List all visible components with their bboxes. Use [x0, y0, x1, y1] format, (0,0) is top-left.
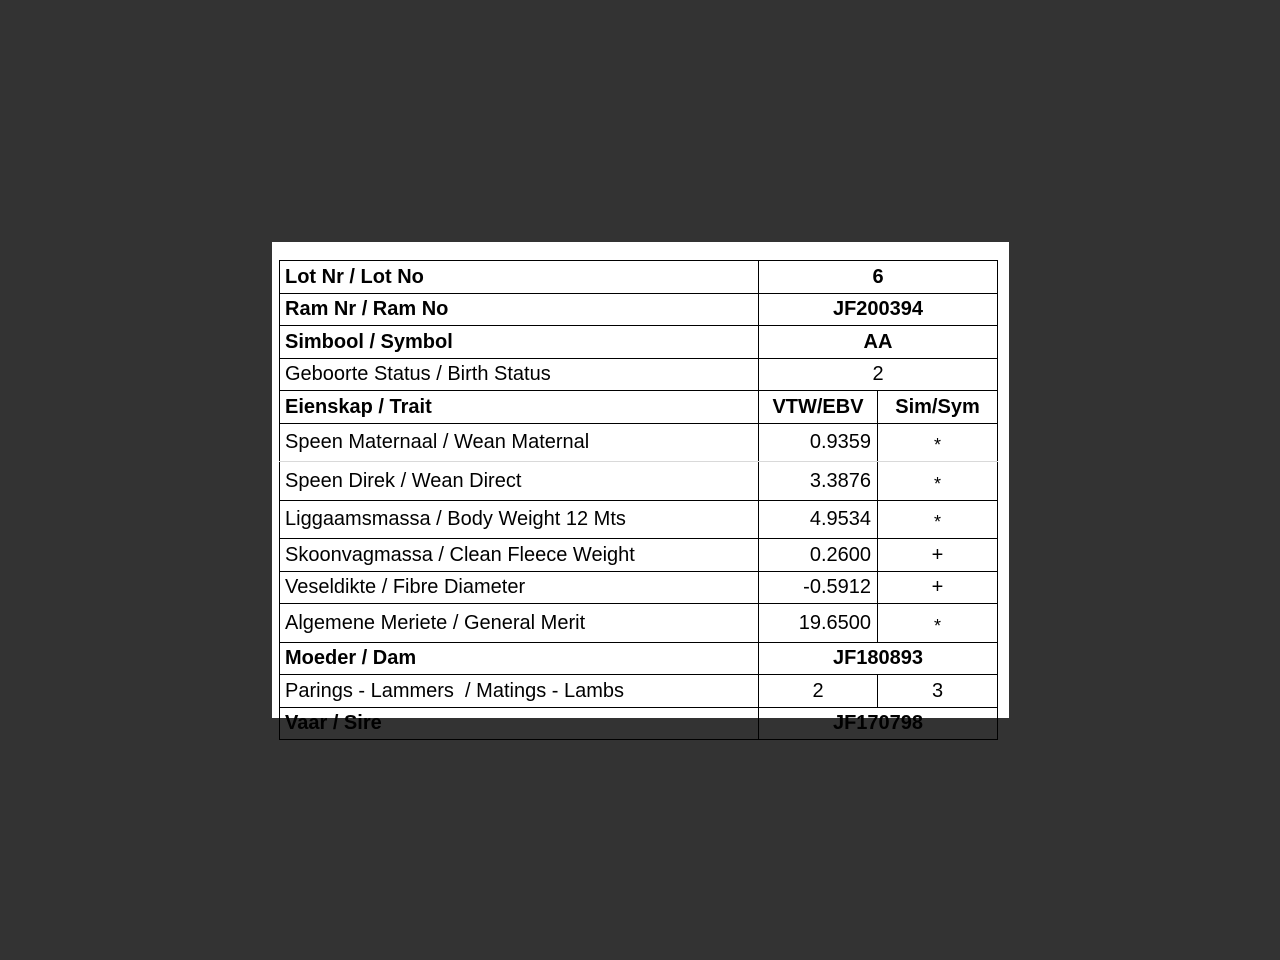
table-row — [280, 707, 998, 740]
symbol-value: AA — [759, 326, 998, 359]
table-row — [280, 261, 998, 294]
table-row — [280, 604, 998, 643]
trait-symbol: * — [878, 423, 998, 462]
trait-symbol: * — [878, 604, 998, 643]
trait-label: Speen Maternaal / Wean Maternal — [280, 423, 759, 462]
sire-label: Vaar / Sire — [280, 707, 759, 740]
trait-ebv: 19.6500 — [759, 604, 878, 643]
dam-value: JF180893 — [759, 642, 998, 675]
trait-ebv: 0.2600 — [759, 539, 878, 572]
sire-value: JF170798 — [759, 707, 998, 740]
lambs-count: 3 — [878, 675, 998, 708]
ram-no-value: JF200394 — [759, 293, 998, 326]
table-row — [280, 675, 998, 708]
matings-count: 2 — [759, 675, 878, 708]
trait-symbol: + — [878, 539, 998, 572]
birth-status-value: 2 — [759, 358, 998, 391]
trait-label: Algemene Meriete / General Merit — [280, 604, 759, 643]
lot-sheet — [272, 242, 1009, 735]
ram-no-label: Ram Nr / Ram No — [280, 293, 759, 326]
matings-label: Parings - Lammers / Matings - Lambs — [280, 675, 759, 708]
trait-ebv: 3.3876 — [759, 462, 878, 501]
table-row — [280, 539, 998, 572]
table-row — [280, 500, 998, 539]
symbol-label: Simbool / Symbol — [280, 326, 759, 359]
trait-symbol: * — [878, 462, 998, 501]
trait-label: Liggaamsmassa / Body Weight 12 Mts — [280, 500, 759, 539]
table-row — [280, 326, 998, 359]
trait-label: Speen Direk / Wean Direct — [280, 462, 759, 501]
trait-ebv: -0.5912 — [759, 571, 878, 604]
table-row — [280, 462, 998, 501]
ram-lot-table — [279, 260, 998, 740]
trait-ebv: 4.9534 — [759, 500, 878, 539]
birth-status-label: Geboorte Status / Birth Status — [280, 358, 759, 391]
ebv-column-header: VTW/EBV — [759, 391, 878, 424]
table-row — [280, 391, 998, 424]
dam-label: Moeder / Dam — [280, 642, 759, 675]
table-row — [280, 642, 998, 675]
table-row — [280, 358, 998, 391]
table-row — [280, 423, 998, 462]
trait-symbol: + — [878, 571, 998, 604]
table-row — [280, 293, 998, 326]
table-row — [280, 571, 998, 604]
trait-symbol: * — [878, 500, 998, 539]
trait-header-label: Eienskap / Trait — [280, 391, 759, 424]
lot-no-value: 6 — [759, 261, 998, 294]
symbol-column-header: Sim/Sym — [878, 391, 998, 424]
trait-label: Skoonvagmassa / Clean Fleece Weight — [280, 539, 759, 572]
trait-label: Veseldikte / Fibre Diameter — [280, 571, 759, 604]
lot-no-label: Lot Nr / Lot No — [280, 261, 759, 294]
trait-ebv: 0.9359 — [759, 423, 878, 462]
